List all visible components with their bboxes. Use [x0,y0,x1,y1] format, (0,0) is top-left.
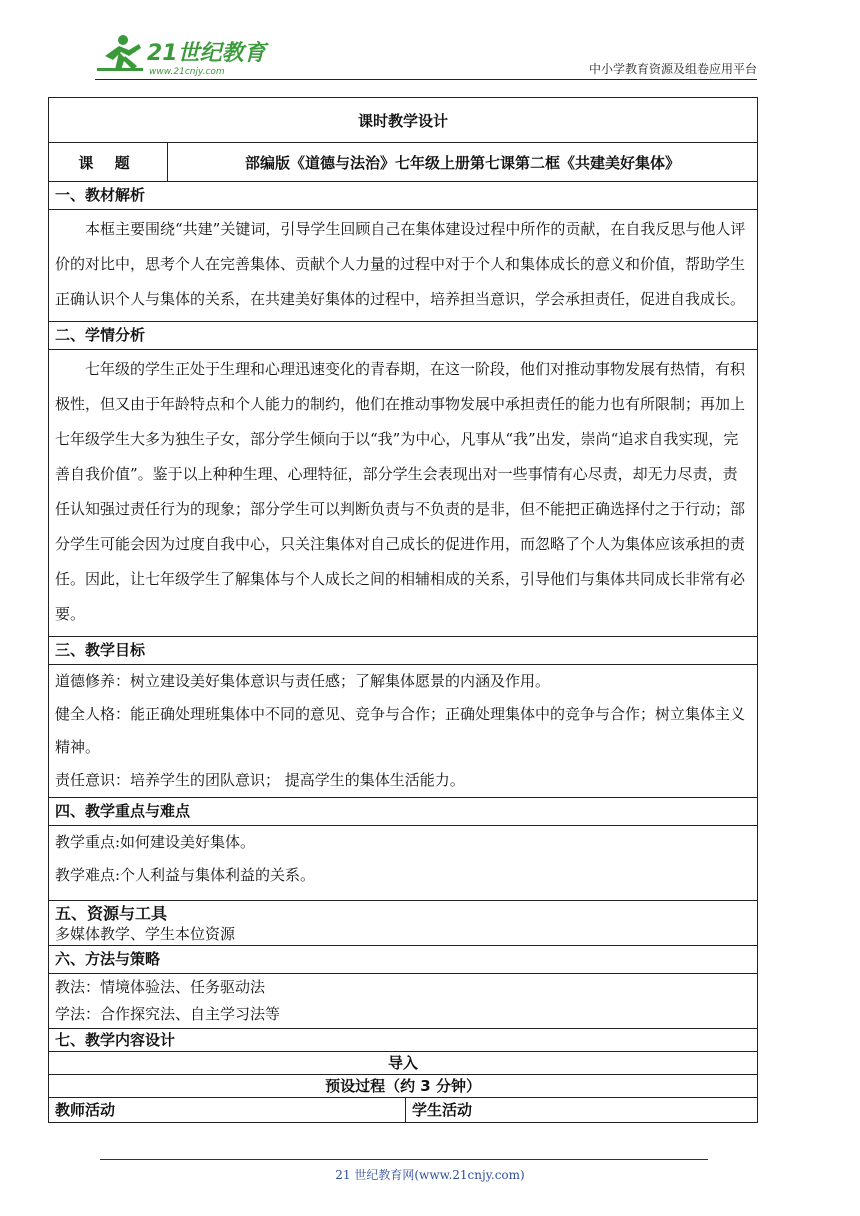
objective-line: 道德修养：树立建设美好集体意识与责任感；了解集体愿景的内涵及作用。 [55,672,551,690]
section-heading: 二、学情分析 [49,322,758,350]
section-heading: 七、教学内容设计 [49,1029,758,1052]
logo-url: www.21cnjy.com [149,67,225,77]
section-heading: 四、教学重点与难点 [49,798,758,826]
page-header [95,30,757,82]
resources-text: 多媒体教学、学生本位资源 [55,925,236,943]
section-text: 本框主要围绕“共建”关键词，引导学生回顾自己在集体建设过程中所作的贡献，在自我反思与他人评价的对比中，思考个人在完善集体、贡献个人力量的过程中对于个人和集体成长的意义和价值，帮助学生正确认识个人与集体的关系，在共建美好集体的过程中，培养担当意识，学会承担责任，促进自我成长。 [49,210,758,322]
section-heading: 五、资源与工具 [55,904,168,923]
footer-divider [100,1159,708,1160]
section-body [49,901,758,946]
student-activity-header: 学生活动 [406,1098,758,1123]
teacher-activity-header: 教师活动 [49,1098,406,1123]
doc-title: 课时教学设计 [49,98,758,143]
objective-line: 健全人格：能正确处理班集体中不同的意见、竞争与合作；正确处理集体中的竞争与合作；树立集体主义精神。 [55,705,746,756]
site-logo [95,30,275,78]
intro-heading: 导入 [49,1052,758,1075]
objective-line: 责任意识：培养学生的团队意识； 提高学生的集体生活能力。 [55,771,465,789]
logo-text: 21世纪教育 [147,41,266,66]
section-heading: 一、教材解析 [49,182,758,210]
preset-heading: 预设过程（约 3 分钟） [49,1075,758,1098]
lesson-plan-table [48,97,758,1123]
header-divider [95,79,757,80]
topic-label: 课 题 [49,143,168,182]
section-text: 七年级的学生正处于生理和心理迅速变化的青春期，在这一阶段，他们对推动事物发展有热情，有积极性，但又由于年龄特点和个人能力的制约，他们在推动事物发展中承担责任的能力也有所限制；再加上七年级学生大多为独生子女，部分学生倾向于以“我”为中心，凡事从“我”出发，崇尚“追求自我实现，完善自我价值”。鉴于以上种种生理、心理特征，部分学生会表现出对一些事情有心尽责，却无力尽责，责任认知强过责任行为的现象；部分学生可以判断负责与不负责的是非，但不能把正确选择付之于行动；部分学生可能会因为过度自我中心，只关注集体对自己成长的促进作用，而忽略了个人为集体应该承担的责任。因此，让七年级学生了解集体与个人成长之间的相辅相成的关系，引导他们与集体共同成长非常有必要。 [49,350,758,637]
key-point-line: 教学难点:个人利益与集体利益的关系。 [55,866,316,884]
topic-value: 部编版《道德与法治》七年级上册第七课第二框《共建美好集体》 [168,143,758,182]
section-heading: 六、方法与策略 [49,946,758,974]
key-point-line: 教学重点:如何建设美好集体。 [55,833,256,851]
section-body [49,665,758,798]
section-body [49,974,758,1029]
method-line: 教法：情境体验法、任务驱动法 [55,978,266,996]
platform-name: 中小学教育资源及组卷应用平台 [588,62,757,76]
section-body [49,826,758,901]
section-heading: 三、教学目标 [49,637,758,665]
footer-text: 21 世纪教育网(www.21cnjy.com) [335,1168,525,1182]
method-line: 学法：合作探究法、自主学习法等 [55,1005,281,1023]
